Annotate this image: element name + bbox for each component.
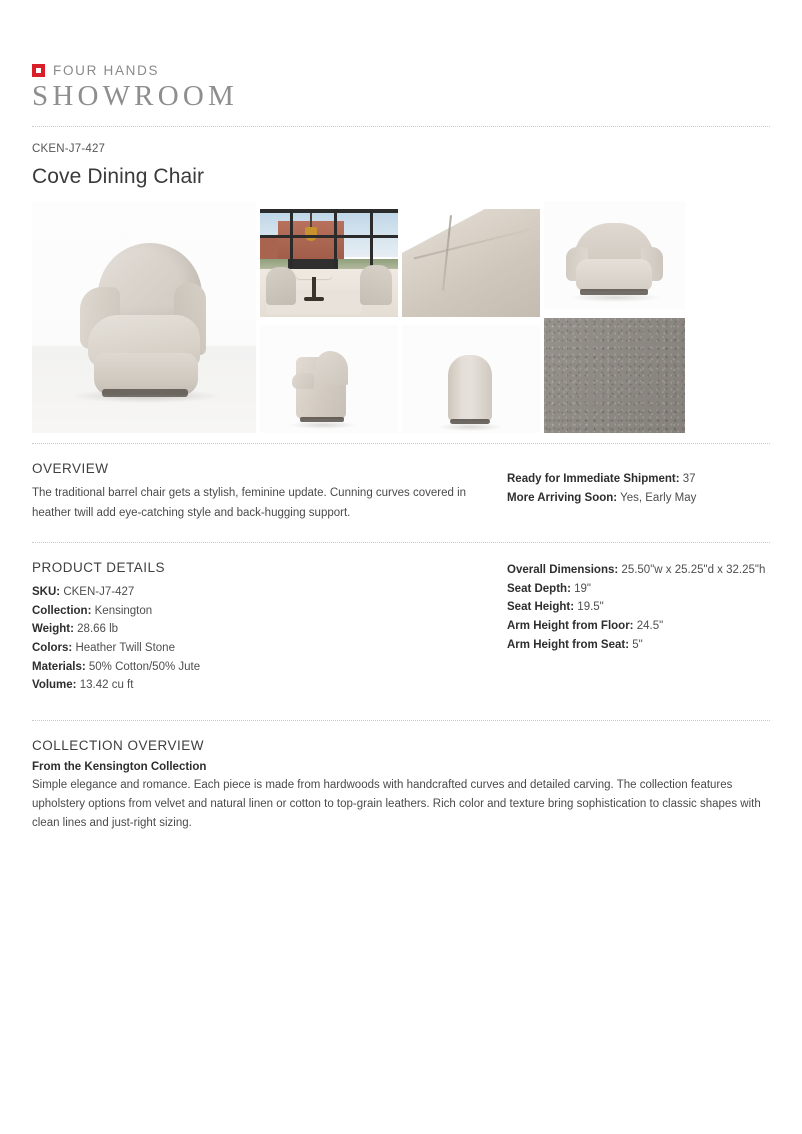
lifestyle-two-chairs-at-table[interactable] (260, 209, 398, 317)
overview-heading: OVERVIEW (32, 461, 109, 477)
spec-value-weight: 28.66 lb (77, 623, 119, 636)
table-row (507, 617, 770, 636)
brand-name: FOUR HANDS (53, 62, 160, 78)
product-image-gallery (32, 201, 770, 433)
page-title: Cove Dining Chair (32, 165, 205, 189)
overview-description: The traditional barrel chair gets a stylish, feminine update. Cunning curves covered in heather twill add eye-catching style and back-hugging support. (32, 487, 467, 519)
table-row (32, 620, 502, 639)
table-row (32, 639, 502, 658)
dimensions-list (507, 561, 770, 654)
list-item (507, 489, 770, 508)
product-header (32, 127, 770, 189)
product-details-heading: PRODUCT DETAILS (32, 560, 166, 576)
table-row (507, 598, 770, 617)
table-row (32, 658, 502, 677)
spec-label-weight: Weight: (32, 623, 74, 636)
collection-description: Simple elegance and romance. Each piece is made from hardwoods with handcrafted curves and detailed carving. The collection features upholstery options from velvet and natural linen or cotton to top-grain leathers. Rich color and texture bring sophistication to classic shapes with clean lines and just-right sizing. (32, 778, 761, 830)
overview-section (32, 444, 770, 523)
table-row (32, 583, 502, 602)
chair-front-view[interactable] (544, 201, 685, 309)
dim-label-arm-floor: Arm Height from Floor: (507, 619, 634, 632)
hero-floor-shadow (72, 389, 220, 403)
dim-value-seat-depth: 19" (574, 582, 591, 595)
more-arriving-label: More Arriving Soon: (507, 492, 618, 505)
collection-subheading: From the Kensington Collection (32, 760, 207, 773)
dim-label-seat-height: Seat Height: (507, 601, 575, 614)
fabric-swatch-heather-twill-stone[interactable] (544, 318, 685, 433)
table-row (32, 676, 502, 695)
swatch-color-fill (544, 318, 685, 433)
upholstery-seam-detail[interactable] (402, 209, 540, 317)
product-details-section (32, 543, 770, 695)
table-row (507, 561, 770, 580)
dim-value-arm-seat: 5" (632, 638, 643, 651)
spec-value-colors: Heather Twill Stone (75, 641, 175, 654)
table-row (507, 636, 770, 655)
square-logo-icon (32, 64, 45, 77)
spec-value-materials: 50% Cotton/50% Jute (88, 660, 201, 673)
availability-list (507, 470, 770, 507)
chair-side-profile-view[interactable] (260, 325, 398, 433)
ready-shipment-label: Ready for Immediate Shipment: (507, 473, 680, 486)
dim-value-overall: 25.50"w x 25.25"d x 32.25"h (621, 564, 766, 577)
more-arriving-value: Yes, Early May (620, 492, 697, 505)
spec-label-volume: Volume: (32, 679, 77, 692)
spec-label-colors: Colors: (32, 641, 73, 654)
spec-value-collection: Kensington (94, 604, 153, 617)
spec-label-collection: Collection: (32, 604, 92, 617)
hero-chair-three-quarter-view[interactable] (32, 201, 256, 433)
overview-left-column (32, 461, 502, 523)
table-row (507, 580, 770, 599)
spec-label-sku: SKU: (32, 586, 61, 599)
product-sku: CKEN-J7-427 (32, 143, 106, 156)
overview-right-column (502, 461, 770, 523)
dim-label-overall: Overall Dimensions: (507, 564, 619, 577)
brand-header (32, 0, 770, 111)
collection-overview-heading: COLLECTION OVERVIEW (32, 737, 205, 753)
hero-chair-illustration (80, 243, 208, 395)
gallery-column-two (260, 201, 398, 433)
spec-label-materials: Materials: (32, 660, 86, 673)
product-details-right-column (502, 560, 770, 695)
list-item (507, 470, 770, 489)
product-details-left-column (32, 560, 502, 695)
collection-overview-section (32, 721, 770, 834)
brand-lockup (32, 62, 770, 78)
spec-value-sku: CKEN-J7-427 (63, 586, 135, 599)
table-row (32, 602, 502, 621)
gallery-column-four (544, 201, 685, 433)
gallery-column-three (402, 201, 540, 433)
dim-label-arm-seat: Arm Height from Seat: (507, 638, 630, 651)
dim-value-seat-height: 19.5" (577, 601, 604, 614)
ready-shipment-value: 37 (682, 473, 696, 486)
chair-back-cylinder-view[interactable] (402, 325, 540, 433)
dim-label-seat-depth: Seat Depth: (507, 582, 571, 595)
spec-value-volume: 13.42 cu ft (79, 679, 134, 692)
product-specs-list (32, 583, 502, 695)
showroom-wordmark: SHOWROOM (32, 80, 238, 112)
dim-value-arm-floor: 24.5" (636, 619, 664, 632)
